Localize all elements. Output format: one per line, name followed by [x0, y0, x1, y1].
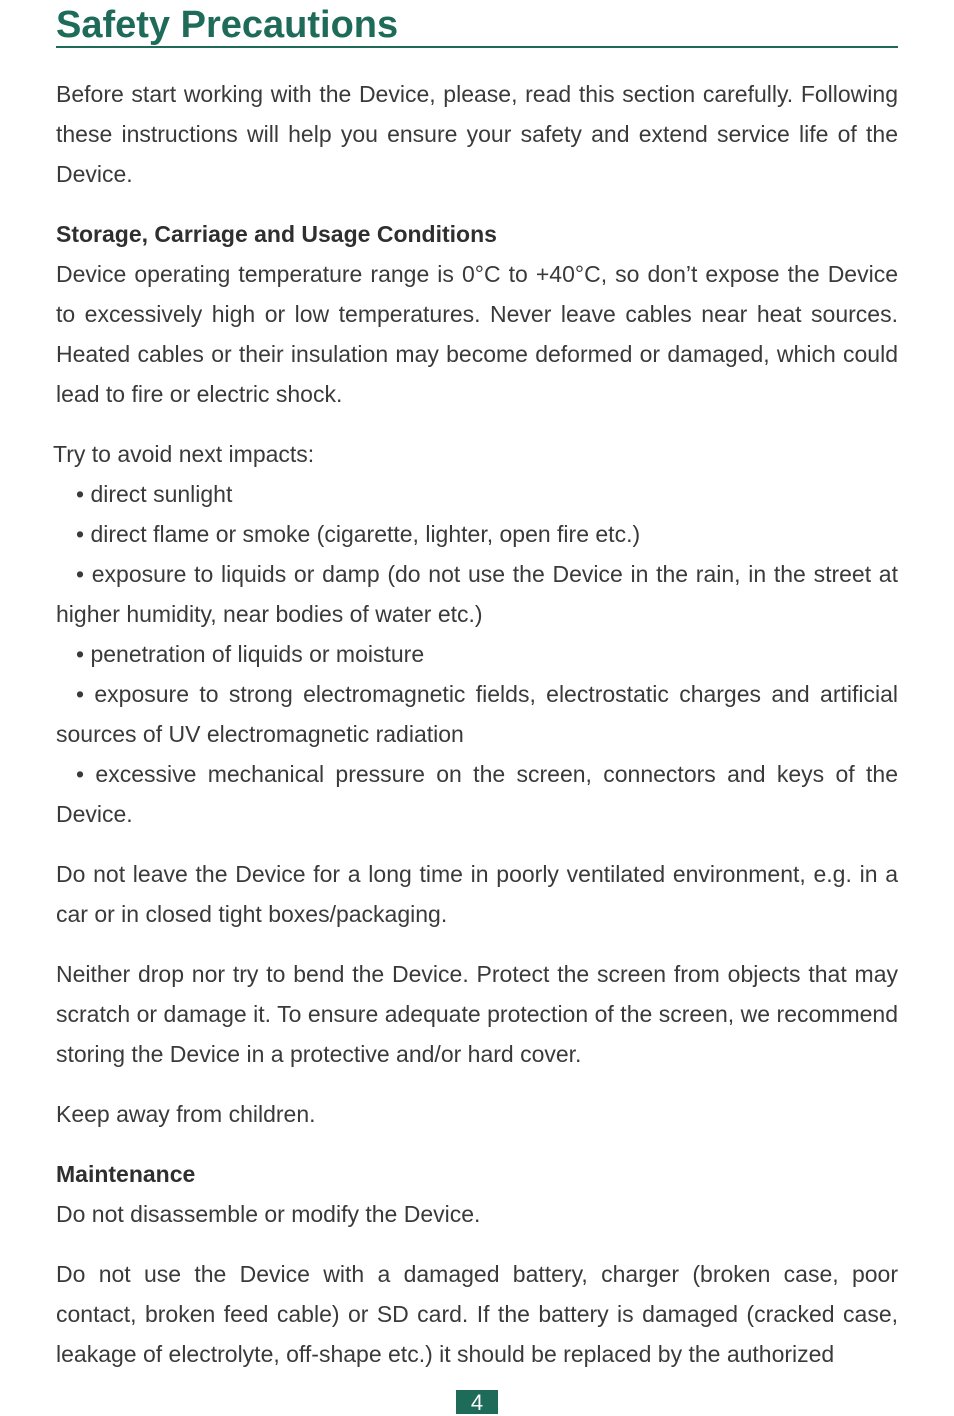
maintenance-paragraph-2: Do not use the Device with a damaged battery, charger (broken case, poor contact, broken feed cable) or SD card. If the battery is damaged (cracked case, leakage of electrolyte, off-shape etc.) it should be replaced by the authorized [56, 1261, 898, 1367]
avoid-item: • exposure to strong electromagnetic fields, electrostatic charges and artificial sources of UV electromagnetic radiation [56, 681, 898, 747]
avoid-item: • direct sunlight [76, 481, 233, 507]
maintenance-paragraph-1: Do not disassemble or modify the Device. [56, 1201, 481, 1227]
avoid-intro: Try to avoid next impacts: [53, 441, 315, 467]
document-page [53, 0, 898, 1374]
page-number: 4 [456, 1390, 498, 1414]
avoid-item: • excessive mechanical pressure on the screen, connectors and keys of the Device. [56, 761, 898, 827]
maintenance-heading: Maintenance [56, 1161, 196, 1187]
page-title: Safety Precautions [56, 4, 399, 46]
storage-paragraph: Device operating temperature range is 0°C to +40°C, so don’t expose the Device to excessively high or low temperatures. Never leave cables near heat sources. Heated cables or their insulation may become deformed or damaged, which could lead to fire or electric shock. [56, 261, 898, 407]
drop-paragraph: Neither drop nor try to bend the Device. Protect the screen from objects that may scratch or damage it. To ensure adequate protection of the screen, we recommend storing the Device in a protective and/or hard cover. [56, 961, 898, 1067]
storage-heading: Storage, Carriage and Usage Conditions [56, 221, 497, 247]
avoid-item: • penetration of liquids or moisture [76, 641, 425, 667]
children-paragraph: Keep away from children. [56, 1101, 316, 1127]
avoid-item: • exposure to liquids or damp (do not use the Device in the rain, in the street at higher humidity, near bodies of water etc.) [56, 561, 898, 627]
title-rule [56, 0, 898, 48]
intro-paragraph: Before start working with the Device, please, read this section carefully. Following these instructions will help you ensure your safety and extend service life of the Device. [56, 81, 898, 187]
ventilation-paragraph: Do not leave the Device for a long time in poorly ventilated environment, e.g. in a car or in closed tight boxes/packaging. [56, 861, 898, 927]
avoid-item: • direct flame or smoke (cigarette, lighter, open fire etc.) [76, 521, 641, 547]
